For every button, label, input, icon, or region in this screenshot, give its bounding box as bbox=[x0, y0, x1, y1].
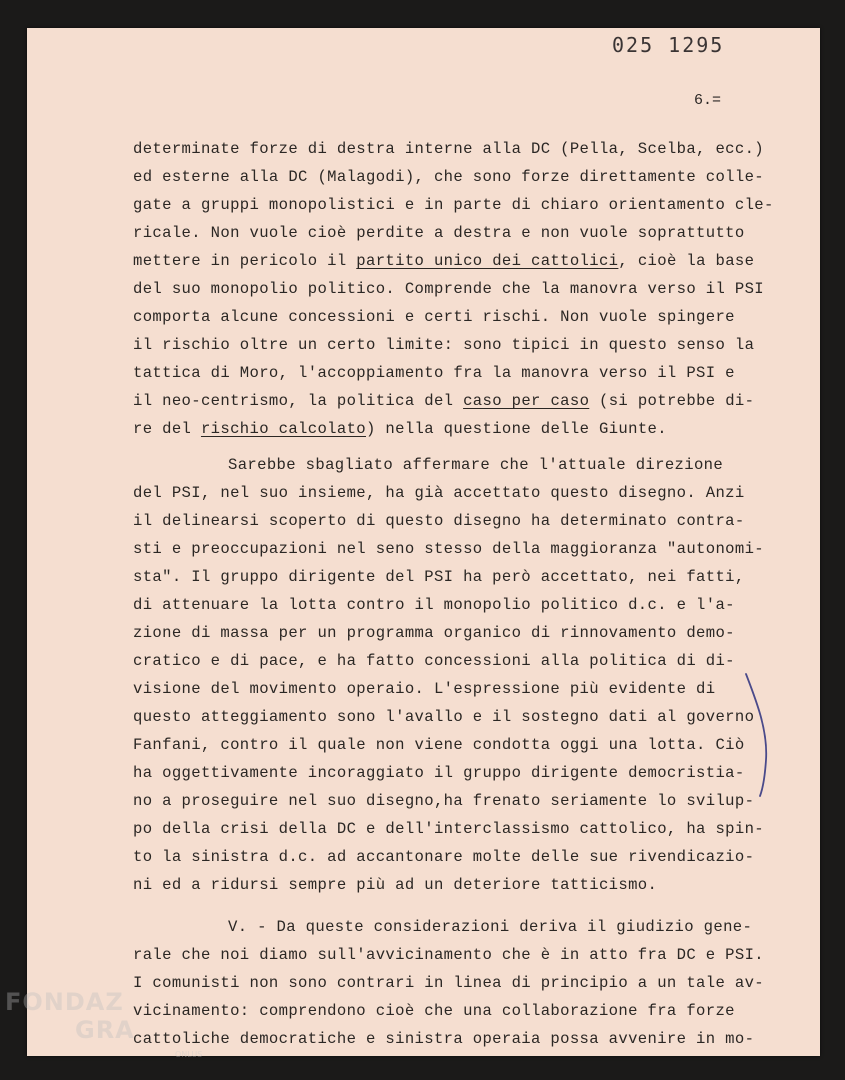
text-line: gate a gruppi monopolistici e in parte di chiaro orientamento cle- bbox=[133, 196, 774, 214]
text-line: di attenuare la lotta contro il monopolio politico d.c. e l'a- bbox=[133, 596, 735, 614]
text-line: to la sinistra d.c. ad accantonare molte delle sue rivendicazio- bbox=[133, 848, 755, 866]
text-line: vicinamento: comprendono cioè che una collaborazione fra forze bbox=[133, 1002, 735, 1020]
text-line: del PSI, nel suo insieme, ha già accettato questo disegno. Anzi bbox=[133, 484, 745, 502]
text-line: il delinearsi scoperto di questo disegno ha determinato contra- bbox=[133, 512, 745, 530]
text-line: il neo-centrismo, la politica del caso per caso (si potrebbe di- bbox=[133, 392, 755, 410]
text-line: zione di massa per un programma organico di rinnovamento demo- bbox=[133, 624, 735, 642]
text-line: Fanfani, contro il quale non viene condotta oggi una lotta. Ciò bbox=[133, 736, 745, 754]
text-line: ha oggettivamente incoraggiato il gruppo dirigente democristia- bbox=[133, 764, 745, 782]
text-line: V. - Da queste considerazioni deriva il giudizio gene- bbox=[228, 918, 753, 936]
text-line: re del rischio calcolato) nella questione delle Giunte. bbox=[133, 420, 667, 438]
text-line: sta". Il gruppo dirigente del PSI ha però accettato, nei fatti, bbox=[133, 568, 745, 586]
underlined-phrase: rischio calcolato bbox=[200, 420, 367, 438]
text-line: rale che noi diamo sull'avvicinamento che è in atto fra DC e PSI. bbox=[133, 946, 765, 964]
underlined-phrase: caso per caso bbox=[463, 392, 590, 410]
text-line: cratico e di pace, e ha fatto concessioni alla politica di di- bbox=[133, 652, 735, 670]
margin-pen-mark bbox=[738, 670, 778, 800]
text-line: Sarebbe sbagliato affermare che l'attuale direzione bbox=[228, 456, 724, 474]
text-line: po della crisi della DC e dell'interclassismo cattolico, ha spin- bbox=[133, 820, 765, 838]
text-line: questo atteggiamento sono l'avallo e il sostegno dati al governo bbox=[133, 708, 755, 726]
text-line: no a proseguire nel suo disegno,ha frenato seriamente lo svilup- bbox=[133, 792, 755, 810]
underlined-phrase: partito unico dei cattolici bbox=[356, 252, 619, 270]
text-line: tattica di Moro, l'accoppiamento fra la manovra verso il PSI e bbox=[133, 364, 735, 382]
text-line: I comunisti non sono contrari in linea di principio a un tale av- bbox=[133, 974, 765, 992]
text-line: ed esterne alla DC (Malagodi), che sono forze direttamente colle- bbox=[133, 168, 765, 186]
watermark-subtext: ONLUS bbox=[175, 1050, 203, 1059]
text-line: cattoliche democratiche e sinistra operaia possa avvenire in mo- bbox=[133, 1030, 755, 1048]
text-line: comporta alcune concessioni e certi rischi. Non vuole spingere bbox=[133, 308, 735, 326]
text-line: visione del movimento operaio. L'espressione più evidente di bbox=[133, 680, 716, 698]
text-line: il rischio oltre un certo limite: sono tipici in questo senso la bbox=[133, 336, 755, 354]
text-line: mettere in pericolo il partito unico dei cattolici, cioè la base bbox=[133, 252, 755, 270]
page-number: 6.= bbox=[694, 92, 722, 109]
text-line: ricale. Non vuole cioè perdite a destra e non vuole soprattutto bbox=[133, 224, 745, 242]
text-line: del suo monopolio politico. Comprende che la manovra verso il PSI bbox=[133, 280, 765, 298]
text-line: ni ed a ridursi sempre più ad un deteriore tatticismo. bbox=[133, 876, 658, 894]
text-line: determinate forze di destra interne alla DC (Pella, Scelba, ecc.) bbox=[133, 140, 765, 158]
text-line: sti e preoccupazioni nel seno stesso della maggioranza "autonomi- bbox=[133, 540, 765, 558]
archive-number: 025 1295 bbox=[612, 33, 725, 57]
archive-watermark: FONDAZ GRA bbox=[5, 988, 135, 1044]
